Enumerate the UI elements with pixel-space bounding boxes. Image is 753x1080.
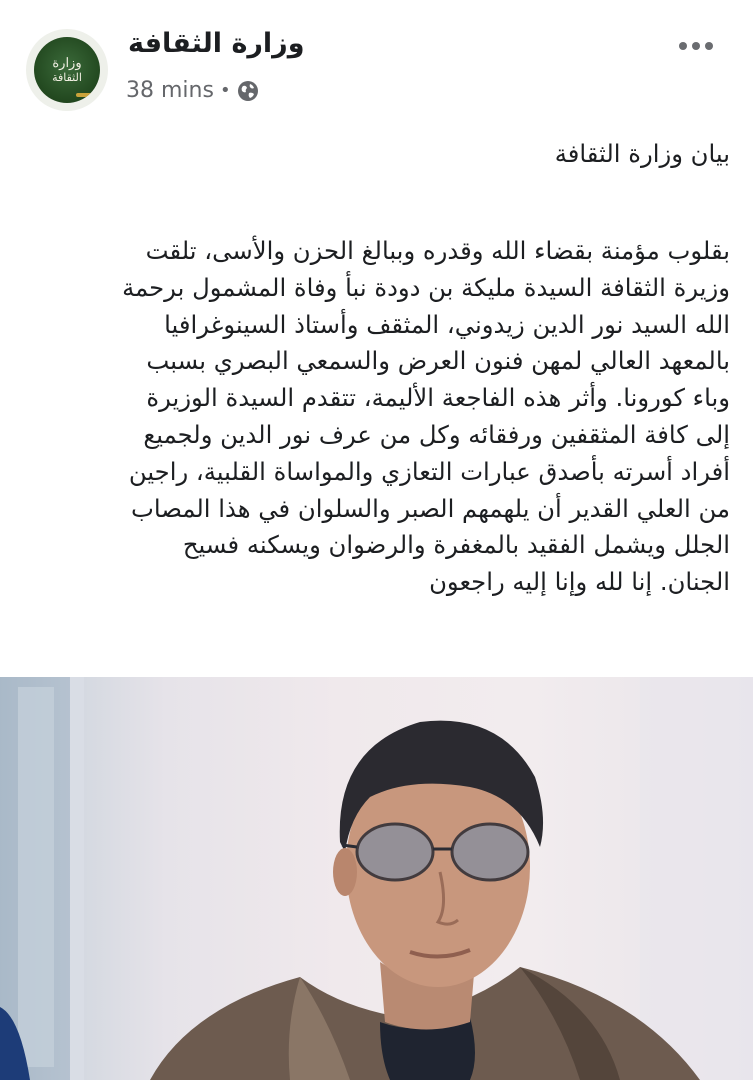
- post-header: [0, 0, 753, 130]
- post-options-button[interactable]: [668, 28, 724, 64]
- globe-icon[interactable]: [237, 80, 259, 102]
- ministry-logo: [34, 37, 100, 103]
- portrait-illustration: [0, 677, 753, 1080]
- page-avatar[interactable]: [26, 29, 108, 111]
- post-line: وزيرة الثقافة السيدة مليكة بن دودة نبأ وفاة المشمول برحمة: [122, 272, 730, 302]
- post-line: وباء كورونا. وأثر هذه الفاجعة الأليمة، تتقدم السيدة الوزيرة: [146, 383, 730, 413]
- post-line: الله السيد نور الدين زيدوني، المثقف وأستاذ السينوغرافيا: [164, 309, 730, 339]
- post-text: [18, 136, 730, 601]
- post-line: إلى كافة المثقفين ورفقائه وكل من عرف نور الدين ولجميع: [143, 419, 730, 449]
- post-line: بقلوب مؤمنة بقضاء الله وقدره وببالغ الحزن والأسى، تلقت: [145, 236, 730, 265]
- post-photo[interactable]: [0, 677, 753, 1080]
- post-meta: [126, 78, 259, 103]
- logo-text-line2: الثقافة: [52, 70, 82, 84]
- post-line: من العلي القدير أن يلهمهم الصبر والسلوان في هذا المصاب: [130, 493, 730, 523]
- post-paragraph: [18, 233, 730, 601]
- logo-text-line1: وزارة: [52, 55, 82, 71]
- paragraph-spacer: [18, 173, 730, 233]
- post-heading: بيان وزارة الثقافة: [554, 139, 730, 168]
- meta-separator: •: [219, 80, 231, 101]
- post-timestamp[interactable]: 38 mins: [126, 78, 214, 103]
- post-line: الجنان. إنا لله وإنا إليه راجعون: [429, 567, 730, 597]
- page-name-link[interactable]: وزارة الثقافة: [128, 28, 305, 59]
- post-line: الجلل ويشمل الفقيد بالمغفرة والرضوان ويسكنه فسيح: [182, 530, 730, 560]
- more-horizontal-icon: [679, 42, 713, 50]
- post-line: أفراد أسرته بأصدق عبارات التعازي والمواساة القلبية، راجين: [128, 456, 730, 486]
- post-line: بالمعهد العالي لمهن فنون العرض والسمعي البصري بسبب: [146, 346, 730, 376]
- logo-accent: [76, 93, 92, 97]
